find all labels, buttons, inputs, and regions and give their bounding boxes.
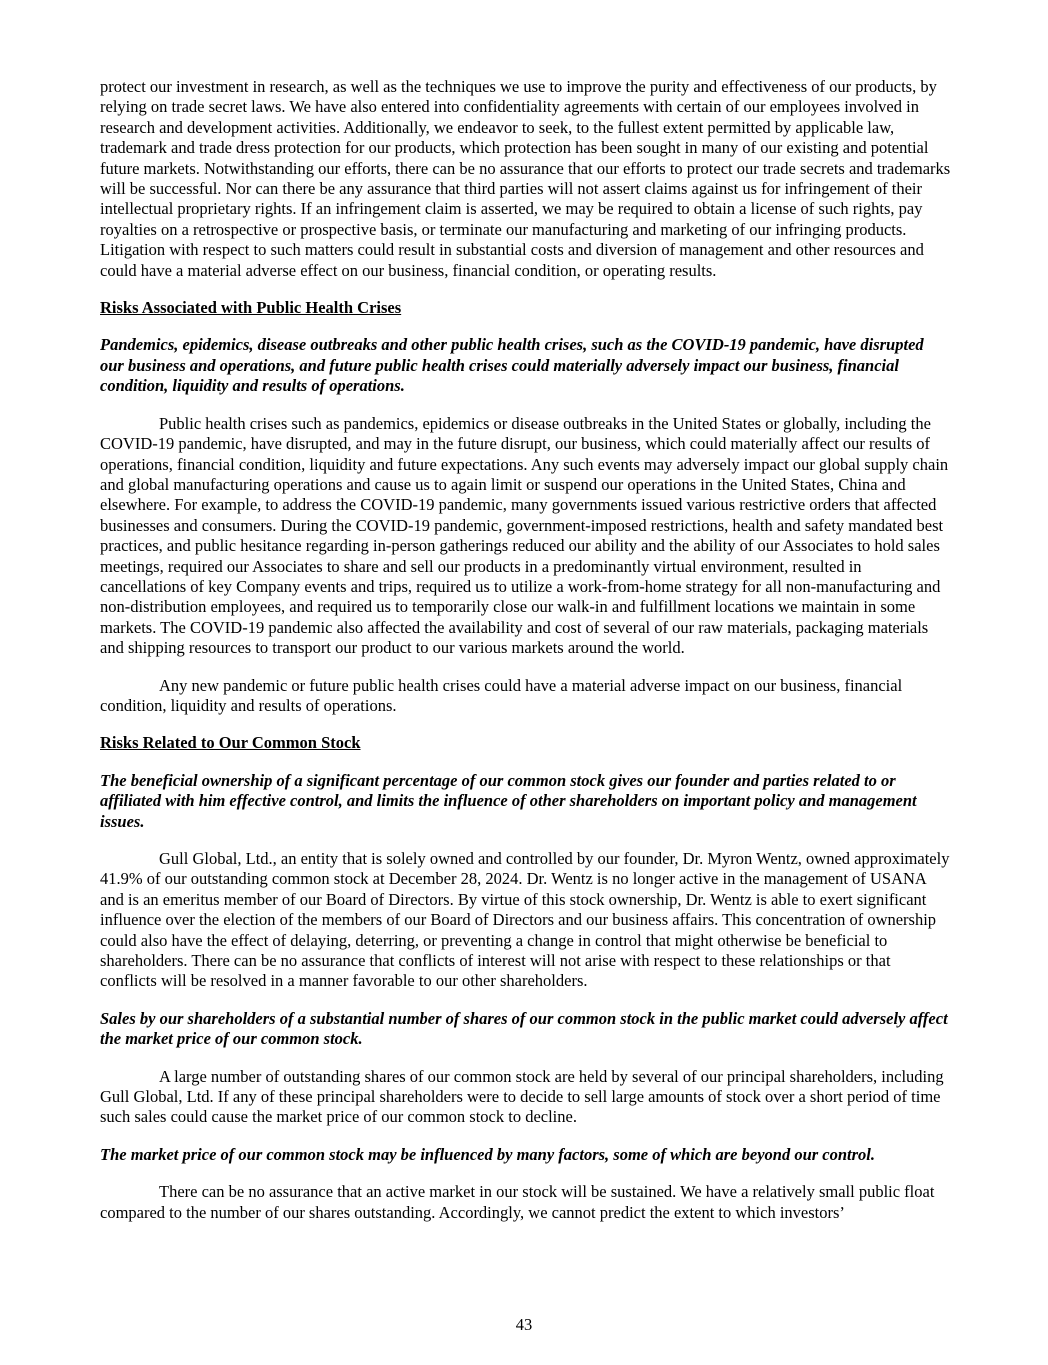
paragraph-outstanding-shares: A large number of outstanding shares of our common stock are held by several of our principal shareholders, including Gull Global, Ltd. If any of these principal shareholders were to decide to sell large amounts of stock over a short period of time such sales could cause the market price of our common stock to decline. — [100, 1066, 944, 1127]
page-number: 43 — [515, 1314, 533, 1334]
risk-statement-market-price: The market price of our common stock may be influenced by many factors, some of which are beyond our control. — [100, 1144, 876, 1164]
paragraph-future-pandemic-impact: Any new pandemic or future public health crises could have a material adverse impact on our business, financial condition, liquidity and results of operations. — [100, 675, 903, 715]
paragraph-public-health-crises-detail: Public health crises such as pandemics, epidemics or disease outbreaks in the United States or globally, including the COVID-19 pandemic, have disrupted, and may in the future disrupt, our business, which could materially affect our results of operations, financial condition, liquidity and future expectations. Any such events may adversely impact our global supply chain and global manufacturing operations and cause us to again limit or suspend our operations in the United States, China and elsewhere. For example, to address the COVID-19 pandemic, many governments issued various restrictive orders that affected businesses and consumers. During the COVID-19 pandemic, government-imposed restrictions, health and safety mandated best practices, and public hesitance regarding in-person gatherings reduced our ability and the ability of our Associates to hold sales meetings, required our Associates to share and sell our products in a predominantly virtual environment, resulted in cancellations of key Company events and trips, required us to utilize a work-from-home strategy for all non-manufacturing and non-distribution employees, and required us to temporarily close our walk-in and fulfillment locations we maintain in some markets. The COVID-19 pandemic also affected the availability and cost of several of our raw materials, packaging materials and shipping resources to transport our product to our various markets around the world. — [100, 413, 949, 658]
section-heading-common-stock: Risks Related to Our Common Stock — [100, 733, 361, 753]
risk-statement-shareholder-sales: Sales by our shareholders of a substantial number of shares of our common stock in the public market could adversely affect the market price of our common stock. — [100, 1008, 948, 1049]
paragraph-active-market: There can be no assurance that an active market in our stock will be sustained. We have a relatively small public float compared to the number of our shares outstanding. Accordingly, we cannot predict the extent to which investors’ — [100, 1182, 935, 1222]
risk-statement-pandemics: Pandemics, epidemics, disease outbreaks and other public health crises, such as the COVID-19 pandemic, have disrupted our business and operations, and future public health crises could materially adversely impact our business, financial condition, liquidity and results of operations. — [100, 335, 924, 396]
paragraph-ip-protection-continuation: protect our investment in research, as well as the techniques we use to improve the purity and effectiveness of our products, by relying on trade secret laws. We have also entered into confidentiality agreements with certain of our employees involved in research and development activities. Additionally, we endeavor to seek, to the fullest extent permitted by applicable law, trademark and trade dress protection for our products, which protection has been sought in many of our existing and potential future markets. Notwithstanding our efforts, there can be no assurance that our efforts to protect our trade secrets and trademarks will be successful. Nor can there be any assurance that third parties will not assert claims against us for infringement of their intellectual proprietary rights. If an infringement claim is asserted, we may be required to obtain a license of such rights, pay royalties on a retrospective or prospective basis, or terminate our manufacturing and marketing of our infringing products. Litigation with respect to such matters could result in substantial costs and diversion of management and other resources and could have a material adverse effect on our business, financial condition, or operating results. — [100, 77, 951, 280]
section-heading-public-health-crises: Risks Associated with Public Health Crises — [100, 298, 402, 318]
risk-statement-beneficial-ownership: The beneficial ownership of a significant percentage of our common stock gives our founder and parties related to or affiliated with him effective control, and limits the influence of other shareholders on important policy and management issues. — [100, 770, 917, 831]
document-body — [100, 77, 951, 1223]
paragraph-gull-global-ownership: Gull Global, Ltd., an entity that is solely owned and controlled by our founder, Dr. Myron Wentz, owned approximately 41.9% of our outstanding common stock at December 28, 2024. Dr. Wentz is no longer active in the management of USANA and is an emeritus member of our Board of Directors. By virtue of this stock ownership, Dr. Wentz is able to exert significant influence over the election of the members of our Board of Directors and our business affairs. This concentration of ownership could also have the effect of delaying, deterring, or preventing a change in control that might otherwise be beneficial to shareholders. There can be no assurance that conflicts of interest will not arise with respect to these relationships or that conflicts will be resolved in a manner favorable to our other shareholders. — [100, 849, 950, 991]
